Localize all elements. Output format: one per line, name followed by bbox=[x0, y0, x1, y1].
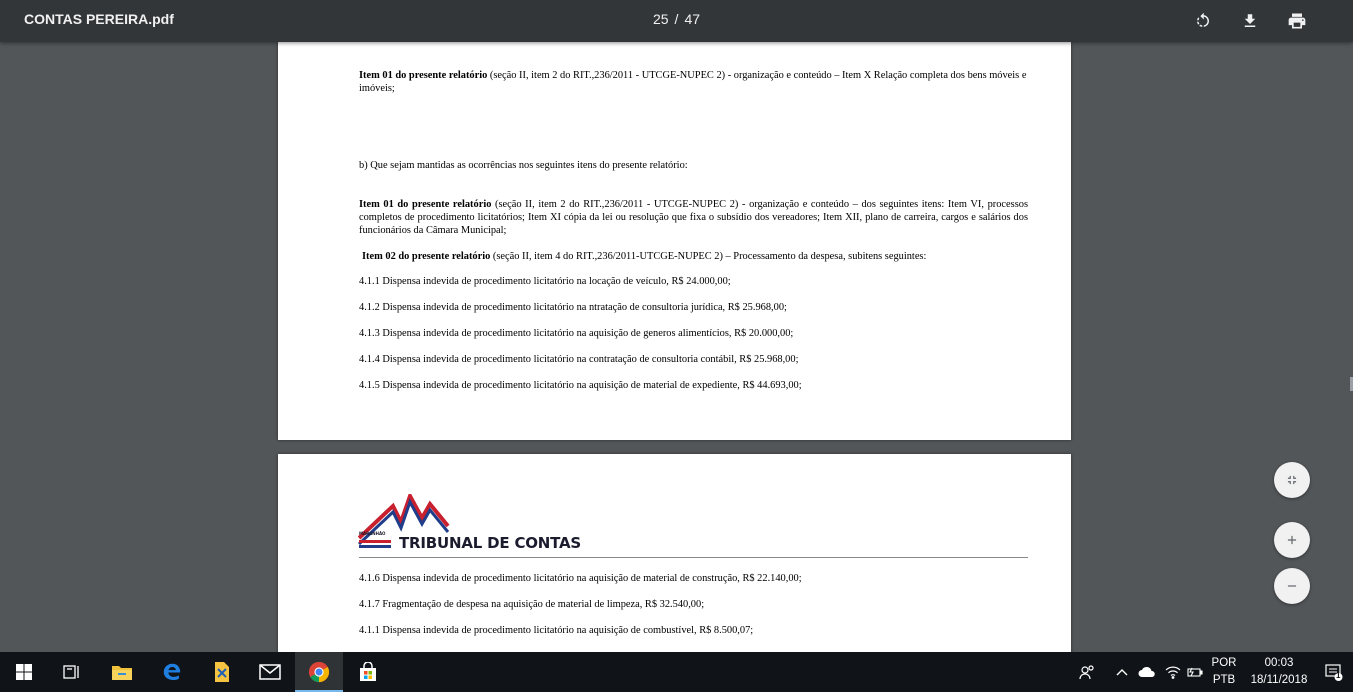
wifi-icon bbox=[1165, 665, 1181, 679]
chrome-button[interactable] bbox=[295, 652, 343, 692]
paragraph-b: b) Que sejam mantidas as ocorrências nos seguintes itens do presente relatório: bbox=[359, 160, 688, 171]
document-title: CONTAS PEREIRA.pdf bbox=[24, 11, 174, 27]
battery-button[interactable] bbox=[1186, 652, 1204, 692]
clock-date: 18/11/2018 bbox=[1250, 674, 1308, 686]
fit-page-icon bbox=[1285, 473, 1299, 487]
people-button[interactable] bbox=[1076, 652, 1098, 692]
print-icon bbox=[1287, 11, 1307, 31]
plus-icon bbox=[1285, 533, 1299, 547]
zoom-in-button[interactable] bbox=[1274, 522, 1310, 558]
list-item: 4.1.1 Dispensa indevida de procedimento licitatório na locação de veículo, R$ 24.000,00; bbox=[359, 276, 731, 287]
list-item: 4.1.6 Dispensa indevida de procedimento licitatório na aquisição de material de construção, R$ 22.140,00; bbox=[359, 573, 802, 584]
task-view-icon bbox=[63, 664, 81, 680]
store-button[interactable] bbox=[344, 652, 392, 692]
minus-icon bbox=[1285, 579, 1299, 593]
clock-time: 00:03 bbox=[1264, 657, 1294, 669]
input-language[interactable] bbox=[1206, 655, 1242, 689]
fit-to-page-button[interactable] bbox=[1274, 462, 1310, 498]
clock[interactable] bbox=[1244, 655, 1314, 689]
print-button[interactable] bbox=[1283, 7, 1311, 35]
logo-state-text: MARANHÃO bbox=[359, 531, 386, 536]
page-separator: / bbox=[674, 11, 679, 27]
edge-button[interactable] bbox=[148, 652, 196, 692]
header-rule bbox=[359, 557, 1028, 558]
list-item: 4.1.1 Dispensa indevida de procedimento licitatório na aquisição de combustível, R$ 8.500,07; bbox=[359, 625, 754, 636]
pdf-toolbar bbox=[0, 0, 1353, 42]
paragraph-text: (seção II, item 2 do RIT.,236/2011 - UTCGE-NUPEC 2) - organização e conteúdo – dos seguintes itens: Item VI, processos completos de procedimento licitatórios; Item XI cópia da lei ou resolução que fixa o subsídio dos vereadores; Item XII, plano de carreira, cargos e salários dos funcionários da Câmara Municipal; bbox=[359, 199, 1028, 236]
current-page[interactable]: 25 bbox=[652, 11, 669, 27]
bold-lead: Item 01 do presente relatório bbox=[359, 199, 492, 210]
action-center-button[interactable] bbox=[1322, 652, 1346, 692]
files-app-button[interactable] bbox=[198, 652, 246, 692]
people-icon bbox=[1079, 664, 1095, 680]
paragraph-item-01-bens bbox=[359, 69, 1028, 95]
mail-button[interactable] bbox=[246, 652, 294, 692]
total-pages: 47 bbox=[684, 11, 701, 27]
page-indicator bbox=[0, 11, 1353, 27]
start-button[interactable] bbox=[0, 652, 48, 692]
rotate-icon bbox=[1194, 12, 1212, 30]
cloud-icon bbox=[1138, 666, 1156, 678]
pdf-viewer[interactable] bbox=[0, 42, 1353, 652]
paragraph-text: (seção II, item 2 do RIT.,236/2011 - UTCGE-NUPEC 2) - organização e conteúdo – Item X Relação completa dos bens móveis e imóveis; bbox=[359, 70, 1027, 94]
chevron-up-icon bbox=[1116, 668, 1128, 676]
taskbar bbox=[0, 652, 1353, 692]
file-icon bbox=[212, 661, 232, 683]
file-explorer-button[interactable] bbox=[98, 652, 146, 692]
chrome-icon bbox=[308, 661, 330, 683]
pdf-page-25 bbox=[278, 42, 1071, 440]
network-button[interactable] bbox=[1163, 652, 1183, 692]
keyboard-layout: PTB bbox=[1212, 674, 1236, 686]
logo-text: TRIBUNAL DE CONTAS bbox=[399, 534, 582, 552]
download-button[interactable] bbox=[1236, 7, 1264, 35]
notification-count: 1 bbox=[1336, 671, 1341, 680]
battery-icon bbox=[1187, 666, 1203, 678]
download-icon bbox=[1241, 12, 1259, 30]
list-item: 4.1.7 Fragmentação de despesa na aquisição de material de limpeza, R$ 32.540,00; bbox=[359, 599, 705, 610]
rotate-button[interactable] bbox=[1189, 7, 1217, 35]
task-view-button[interactable] bbox=[48, 652, 96, 692]
paragraph-item-01-itens bbox=[359, 198, 1028, 237]
windows-icon bbox=[16, 664, 32, 680]
edge-icon bbox=[161, 661, 183, 683]
folder-icon bbox=[111, 663, 133, 681]
show-hidden-icons-button[interactable] bbox=[1113, 652, 1131, 692]
bold-lead: Item 02 do presente relatório bbox=[362, 251, 491, 262]
list-item: 4.1.4 Dispensa indevida de procedimento licitatório na contratação de consultoria contábil, R$ 25.968,00; bbox=[359, 354, 799, 365]
mail-icon bbox=[259, 664, 281, 680]
pdf-page-26 bbox=[278, 454, 1071, 652]
onedrive-button[interactable] bbox=[1137, 652, 1157, 692]
store-icon bbox=[358, 662, 378, 682]
paragraph-item-02 bbox=[362, 250, 1031, 263]
paragraph-text: (seção II, item 4 do RIT.,236/2011-UTCGE-NUPEC 2) – Processamento da despesa, subitens seguintes: bbox=[490, 251, 927, 262]
list-item: 4.1.5 Dispensa indevida de procedimento licitatório na aquisição de material de expediente, R$ 44.693,00; bbox=[359, 380, 802, 391]
zoom-out-button[interactable] bbox=[1274, 568, 1310, 604]
list-item: 4.1.2 Dispensa indevida de procedimento licitatório na ntratação de consultoria jurídica, R$ 25.968,00; bbox=[359, 302, 787, 313]
language-code: POR bbox=[1211, 657, 1237, 669]
list-item: 4.1.3 Dispensa indevida de procedimento licitatório na aquisição de generos alimentícios, R$ 20.000,00; bbox=[359, 328, 794, 339]
bold-lead: Item 01 do presente relatório bbox=[359, 70, 488, 81]
